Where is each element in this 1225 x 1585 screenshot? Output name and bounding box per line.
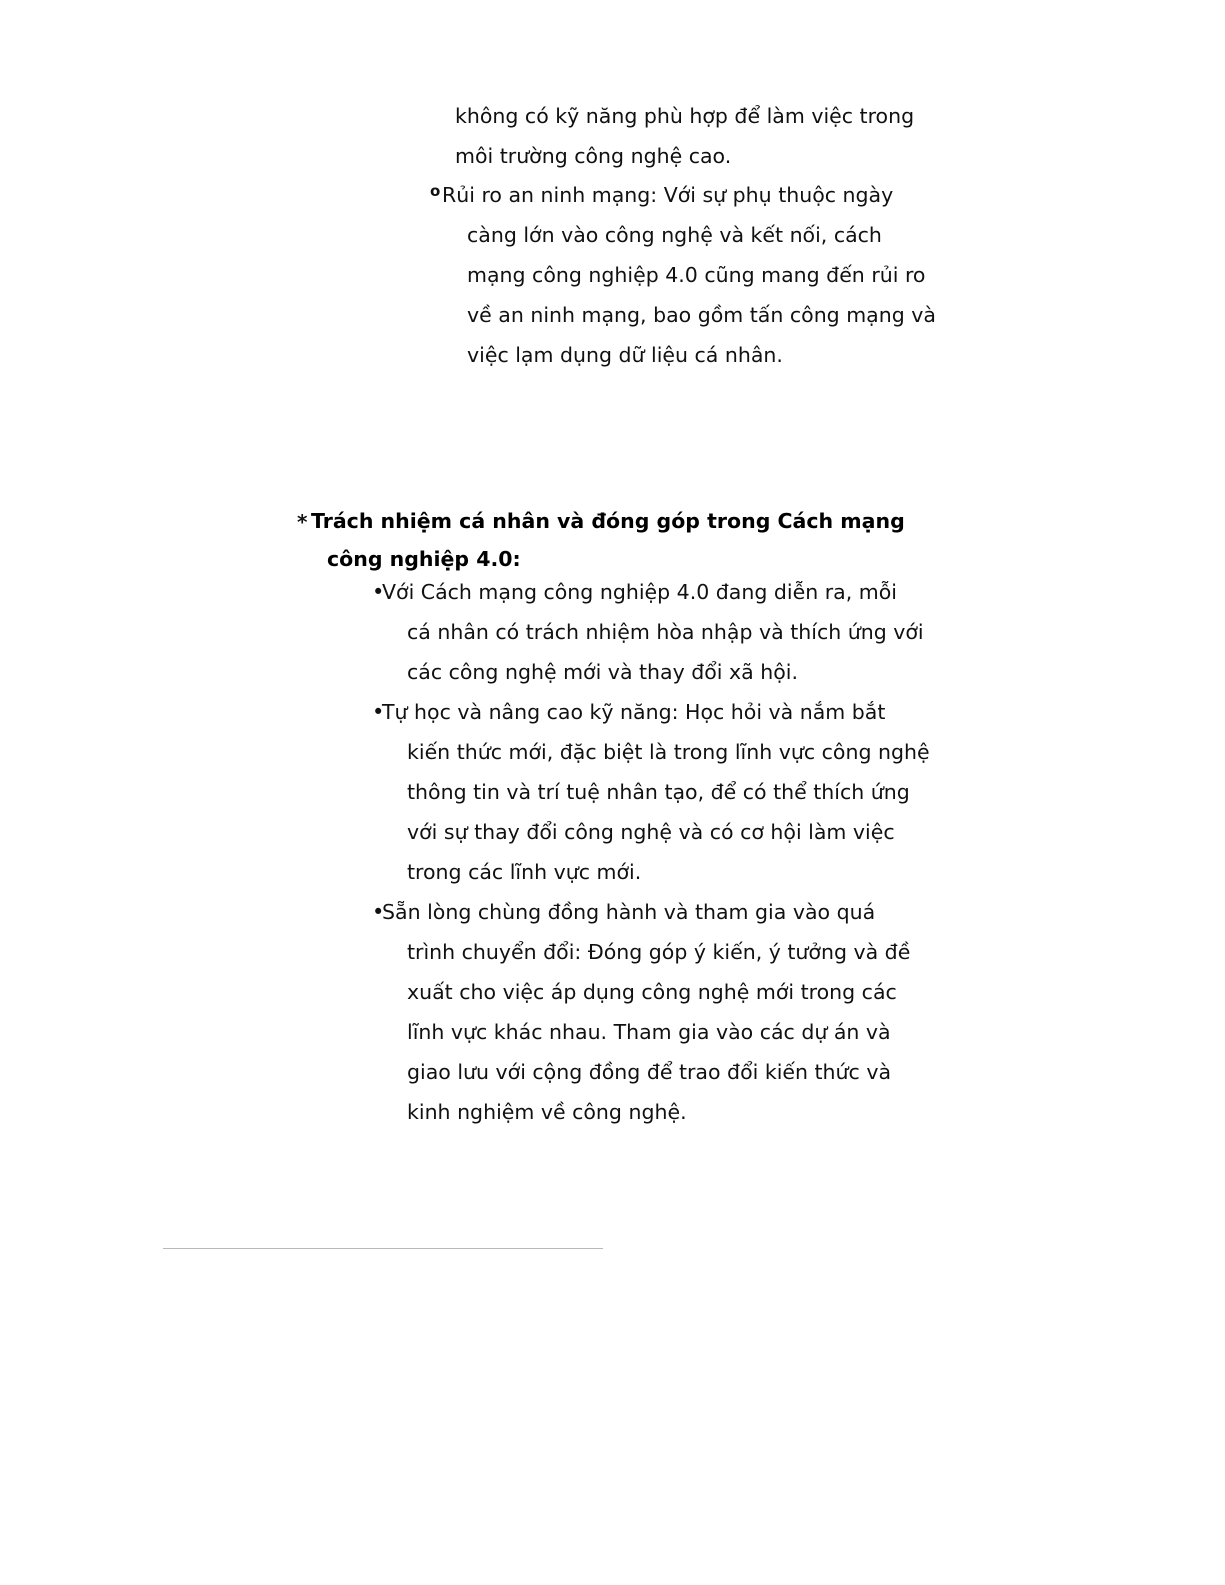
section-heading (297, 502, 937, 578)
list-item (372, 572, 952, 692)
bullet-marker-icon: • (372, 700, 385, 724)
continuation-line: không có kỹ năng phù hợp để làm việc trong (455, 104, 915, 128)
list-item-text (382, 892, 952, 1132)
list-item-line: Sẵn lòng chùng đồng hành và tham gia vào quá (382, 900, 876, 924)
bullet-list (372, 572, 952, 1132)
list-item-line: kiến thức mới, đặc biệt là trong lĩnh vực công nghệ (407, 740, 930, 764)
footnote-separator (163, 1248, 603, 1249)
list-item-line: kinh nghiệm về công nghệ. (407, 1100, 687, 1124)
list-item-line: lĩnh vực khác nhau. Tham gia vào các dự án và (407, 1020, 891, 1044)
list-item-text (382, 572, 952, 692)
continuation-paragraph (455, 96, 955, 176)
list-item-line: Với Cách mạng công nghiệp 4.0 đang diễn ra, mỗi (382, 580, 897, 604)
list-item-line: trình chuyển đổi: Đóng góp ý kiến, ý tưởng và đề (407, 940, 911, 964)
sub-bullet-item (430, 175, 960, 375)
bullet-marker-icon: • (372, 580, 385, 604)
sub-bullet-line: mạng công nghiệp 4.0 cũng mang đến rủi ro (467, 263, 926, 287)
heading-marker-icon: * (297, 510, 308, 534)
heading-line-2: công nghiệp 4.0: (327, 547, 521, 571)
list-item-line: với sự thay đổi công nghệ và có cơ hội làm việc (407, 820, 895, 844)
list-item-line: thông tin và trí tuệ nhân tạo, để có thể thích ứng (407, 780, 910, 804)
sub-bullet-line: việc lạm dụng dữ liệu cá nhân. (467, 343, 783, 367)
continuation-line: môi trường công nghệ cao. (455, 144, 732, 168)
list-item-line: cá nhân có trách nhiệm hòa nhập và thích ứng với (407, 620, 924, 644)
sub-bullet-line: Rủi ro an ninh mạng: Với sự phụ thuộc ngày (442, 183, 894, 207)
list-item (372, 892, 952, 1132)
sub-bullet-marker: o (430, 182, 441, 200)
list-item-line: trong các lĩnh vực mới. (407, 860, 642, 884)
heading-line-1: Trách nhiệm cá nhân và đóng góp trong Cách mạng (311, 509, 905, 533)
list-item-line: giao lưu với cộng đồng để trao đổi kiến thức và (407, 1060, 892, 1084)
list-item-text (382, 692, 952, 892)
list-item-line: xuất cho việc áp dụng công nghệ mới trong các (407, 980, 897, 1004)
bullet-marker-icon: • (372, 900, 385, 924)
list-item-line: Tự học và nâng cao kỹ năng: Học hỏi và nắm bắt (382, 700, 886, 724)
sub-bullet-text (442, 175, 960, 375)
sub-bullet-line: về an ninh mạng, bao gồm tấn công mạng và (467, 303, 936, 327)
list-item (372, 692, 952, 892)
sub-bullet-line: càng lớn vào công nghệ và kết nối, cách (467, 223, 882, 247)
list-item-line: các công nghệ mới và thay đổi xã hội. (407, 660, 798, 684)
